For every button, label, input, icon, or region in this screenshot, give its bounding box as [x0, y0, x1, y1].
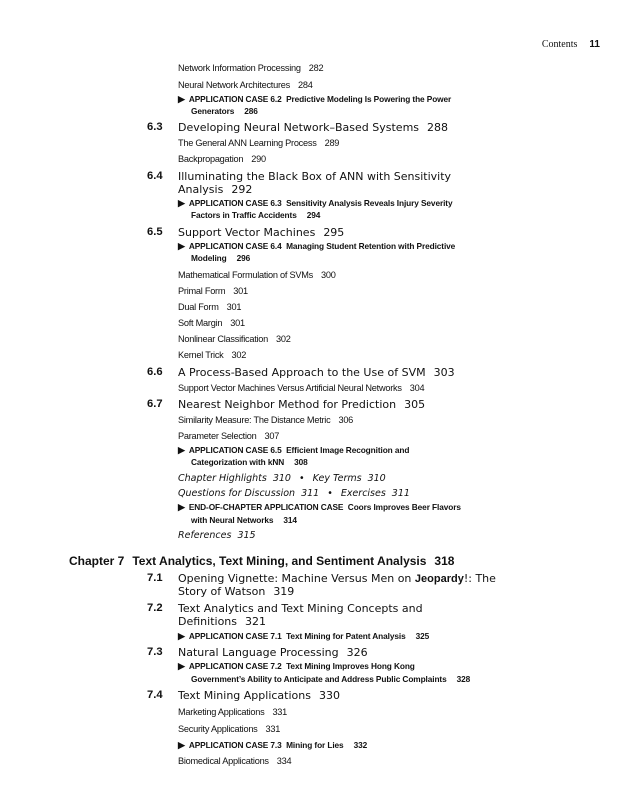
toc-entry[interactable]: Backpropagation 290: [178, 154, 266, 164]
section-entry-cont[interactable]: Story of Watson 319: [178, 585, 295, 598]
section-entry[interactable]: Developing Neural Network–Based Systems 288: [178, 121, 449, 134]
application-case-entry[interactable]: ▶ APPLICATION CASE 7.2 Text Mining Improves Hong Kong: [178, 661, 415, 671]
end-matter-entry[interactable]: Questions for Discussion 311 • Exercises 311: [178, 488, 410, 499]
section-entry-cont[interactable]: Definitions 321: [178, 615, 266, 628]
section-entry[interactable]: Text Analytics and Text Mining Concepts and: [178, 602, 423, 615]
application-case-entry-cont[interactable]: Factors in Traffic Accidents 294: [191, 210, 321, 220]
section-entry[interactable]: Text Mining Applications 330: [178, 689, 340, 702]
triangle-bullet-icon: ▶: [178, 661, 185, 671]
section-number: 6.5: [147, 226, 163, 238]
application-case-entry[interactable]: ▶ APPLICATION CASE 7.1 Text Mining for Patent Analysis 325: [178, 631, 430, 641]
toc-entry[interactable]: Dual Form 301: [178, 302, 242, 312]
application-case-entry[interactable]: ▶ APPLICATION CASE 6.2 Predictive Modeling Is Powering the Power: [178, 94, 452, 104]
triangle-bullet-icon: ▶: [178, 502, 185, 512]
toc-entry[interactable]: Security Applications 331: [178, 724, 281, 734]
section-number: 6.7: [147, 398, 163, 410]
application-case-entry[interactable]: ▶ APPLICATION CASE 6.4 Managing Student Retention with Predictive: [178, 241, 456, 251]
chapter-heading[interactable]: Chapter 7 Text Analytics, Text Mining, and Sentiment Analysis 318: [69, 554, 455, 568]
section-entry[interactable]: Natural Language Processing 326: [178, 646, 368, 659]
application-case-entry-cont[interactable]: Generators 286: [191, 106, 258, 116]
end-of-chapter-case-entry[interactable]: ▶ END-OF-CHAPTER APPLICATION CASE Coors Improves Beer Flavors: [178, 502, 461, 512]
section-entry[interactable]: A Process-Based Approach to the Use of SVM 303: [178, 366, 455, 379]
running-head-label: Contents: [541, 39, 578, 50]
end-matter-entry[interactable]: Chapter Highlights 310 • Key Terms 310: [178, 473, 386, 484]
triangle-bullet-icon: ▶: [178, 740, 185, 750]
section-number: 7.1: [147, 572, 163, 584]
triangle-bullet-icon: ▶: [178, 241, 185, 251]
triangle-bullet-icon: ▶: [178, 198, 185, 208]
section-entry[interactable]: Nearest Neighbor Method for Prediction 305: [178, 398, 426, 411]
section-number: 7.4: [147, 689, 163, 701]
toc-entry[interactable]: Primal Form 301: [178, 286, 248, 296]
toc-entry[interactable]: Kernel Trick 302: [178, 350, 247, 360]
section-number: 7.3: [147, 646, 163, 658]
toc-entry[interactable]: Neural Network Architectures 284: [178, 80, 313, 90]
toc-entry[interactable]: Parameter Selection 307: [178, 431, 280, 441]
toc-entry[interactable]: Similarity Measure: The Distance Metric 306: [178, 415, 354, 425]
application-case-entry[interactable]: ▶ APPLICATION CASE 7.3 Mining for Lies 332: [178, 740, 368, 750]
application-case-entry[interactable]: ▶ APPLICATION CASE 6.3 Sensitivity Analysis Reveals Injury Severity: [178, 198, 453, 208]
toc-entry[interactable]: Biomedical Applications 334: [178, 756, 292, 766]
toc-entry[interactable]: Network Information Processing 282: [178, 63, 324, 73]
toc-entry[interactable]: Marketing Applications 331: [178, 707, 288, 717]
application-case-entry-cont[interactable]: Modeling 296: [191, 253, 251, 263]
end-of-chapter-case-entry-cont[interactable]: with Neural Networks 314: [191, 515, 297, 525]
section-number: 6.4: [147, 170, 163, 182]
toc-entry[interactable]: The General ANN Learning Process 289: [178, 138, 340, 148]
toc-entry[interactable]: Soft Margin 301: [178, 318, 245, 328]
triangle-bullet-icon: ▶: [178, 445, 185, 455]
section-number: 7.2: [147, 602, 163, 614]
section-number: 6.3: [147, 121, 163, 133]
section-entry[interactable]: Illuminating the Black Box of ANN with Sensitivity: [178, 170, 452, 183]
application-case-entry[interactable]: ▶ APPLICATION CASE 6.5 Efficient Image Recognition and: [178, 445, 410, 455]
toc-entry[interactable]: Nonlinear Classification 302: [178, 334, 291, 344]
toc-entry[interactable]: Mathematical Formulation of SVMs 300: [178, 270, 336, 280]
triangle-bullet-icon: ▶: [178, 94, 185, 104]
section-number: 6.6: [147, 366, 163, 378]
references-entry[interactable]: References 315: [178, 530, 256, 541]
page-number: 11: [589, 39, 600, 50]
section-entry[interactable]: Opening Vignette: Machine Versus Men on Jeopardy!: The: [178, 572, 496, 585]
application-case-entry-cont[interactable]: Categorization with kNN 308: [191, 457, 308, 467]
section-entry[interactable]: Support Vector Machines 295: [178, 226, 345, 239]
section-entry-cont[interactable]: Analysis 292: [178, 183, 253, 196]
running-head: [542, 39, 600, 50]
toc-entry[interactable]: Support Vector Machines Versus Artificial Neural Networks 304: [178, 383, 425, 393]
triangle-bullet-icon: ▶: [178, 631, 185, 641]
application-case-entry-cont[interactable]: Government’s Ability to Anticipate and Address Public Complaints 328: [191, 674, 471, 684]
